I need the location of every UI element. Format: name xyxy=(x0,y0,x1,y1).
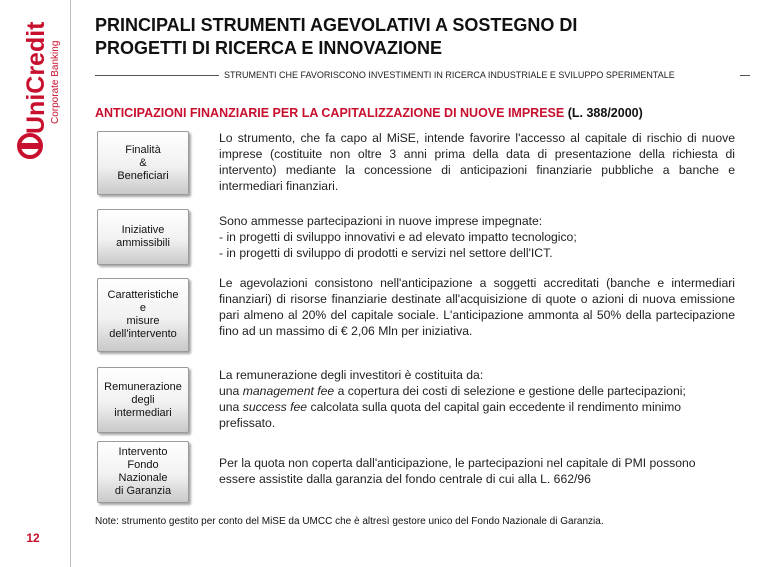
sidebar-divider xyxy=(70,0,71,567)
desc-iniziative-ammissibili xyxy=(219,213,735,261)
logo-mark-bar xyxy=(18,143,42,149)
page-subtitle: STRUMENTI CHE FAVORISCONO INVESTIMENTI IN RICERCA INDUSTRIALE E SVILUPPO SPERIMENTALE xyxy=(224,70,675,80)
logo-wordmark: UniCredit xyxy=(22,22,50,134)
success-fee-term: success fee xyxy=(242,400,308,414)
label-line: Nazionale xyxy=(118,472,168,484)
label-line: e xyxy=(139,302,147,314)
label-line: misure xyxy=(126,315,160,327)
desc-line-success-fee: una success fee calcolata sulla quota del capital gain eccedente il rendimento minimo prefissato. xyxy=(219,400,682,430)
desc-text: Le agevolazioni consistono nell'anticipazione a soggetti accreditati (banche e intermediari finanziari) di risorse finanziarie destinate all'acquisizione di quote o azioni di nuova emissione pari almeno al 20% del capitale sociale. L'anticipazione ammonta al 50% della partecipazione fino ad un massimo di € 2,06 Mln per iniziativa. xyxy=(219,276,735,338)
label-line: Intervento xyxy=(118,446,168,458)
desc-fondo-garanzia xyxy=(219,455,719,487)
label-line: dell'intervento xyxy=(109,328,177,340)
label-remunerazione-intermediari xyxy=(97,367,189,433)
desc-line-management-fee: una management fee a copertura dei costi di selezione e gestione delle partecipazioni; xyxy=(219,384,686,398)
desc-caratteristiche-misure xyxy=(219,275,735,339)
label-line: Fondo xyxy=(127,459,159,471)
unicredit-logo xyxy=(14,22,62,162)
management-fee-term: management fee xyxy=(242,384,335,398)
section-law-reference: (L. 388/2000) xyxy=(567,106,643,120)
desc-line: La remunerazione degli investitori è costituita da: xyxy=(219,368,484,382)
desc-line: - in progetti di sviluppo di prodotti e servizi nel settore dell'ICT. xyxy=(219,246,553,260)
label-line: Caratteristiche xyxy=(107,289,179,301)
page-title-line-1: PRINCIPALI STRUMENTI AGEVOLATIVI A SOSTEGNO DI xyxy=(95,15,578,35)
page-number: 12 xyxy=(26,531,40,545)
label-line: Finalità xyxy=(125,143,161,156)
subtitle-rule xyxy=(95,75,219,76)
logo-subtext: Corporate Banking xyxy=(50,40,61,124)
desc-finalita-beneficiari xyxy=(219,130,735,194)
label-line: & xyxy=(139,156,147,169)
label-line: Beneficiari xyxy=(117,169,169,182)
desc-line: - in progetti di sviluppo innovativi e ad elevato impatto tecnologico; xyxy=(219,230,577,244)
label-iniziative-ammissibili xyxy=(97,209,189,265)
page-title-line-2: PROGETTI DI RICERCA E INNOVAZIONE xyxy=(95,38,443,58)
sidebar xyxy=(0,0,70,567)
label-line: di Garanzia xyxy=(114,485,172,497)
desc-line: Sono ammesse partecipazioni in nuove imprese impegnate: xyxy=(219,214,543,228)
label-fondo-garanzia xyxy=(97,441,189,503)
label-line: degli xyxy=(131,393,155,406)
section-title-text: ANTICIPAZIONI FINANZIARIE PER LA CAPITALIZZAZIONE DI NUOVE IMPRESE xyxy=(95,106,565,120)
label-line: Iniziative xyxy=(121,224,165,236)
label-finalita-beneficiari xyxy=(97,131,189,195)
footer-note: Note: strumento gestito per conto del MiSE da UMCC che è altresì gestore unico del Fondo Nazionale di Garanzia. xyxy=(95,516,604,527)
subtitle-rule-end xyxy=(740,75,750,76)
label-line: Remunerazione xyxy=(104,380,182,393)
desc-remunerazione-intermediari xyxy=(219,367,735,431)
section-title xyxy=(95,106,643,120)
label-line: intermediari xyxy=(114,406,172,419)
label-line: ammissibili xyxy=(116,237,170,249)
page-title xyxy=(95,14,735,60)
desc-text: Lo strumento, che fa capo al MiSE, intende favorire l'accesso al capitale di rischio di nuove imprese (costituite non oltre 3 anni prima della data di presentazione della richiesta di intervento) mediante la concessione di anticipazioni finanziarie pubbliche a banche e intermediari finanziari. xyxy=(219,131,735,193)
label-caratteristiche-misure xyxy=(97,278,189,352)
desc-text: Per la quota non coperta dall'anticipazione, le partecipazioni nel capitale di PMI possono essere assistite dalla garanzia del fondo centrale di cui alla L. 662/96 xyxy=(219,456,696,486)
